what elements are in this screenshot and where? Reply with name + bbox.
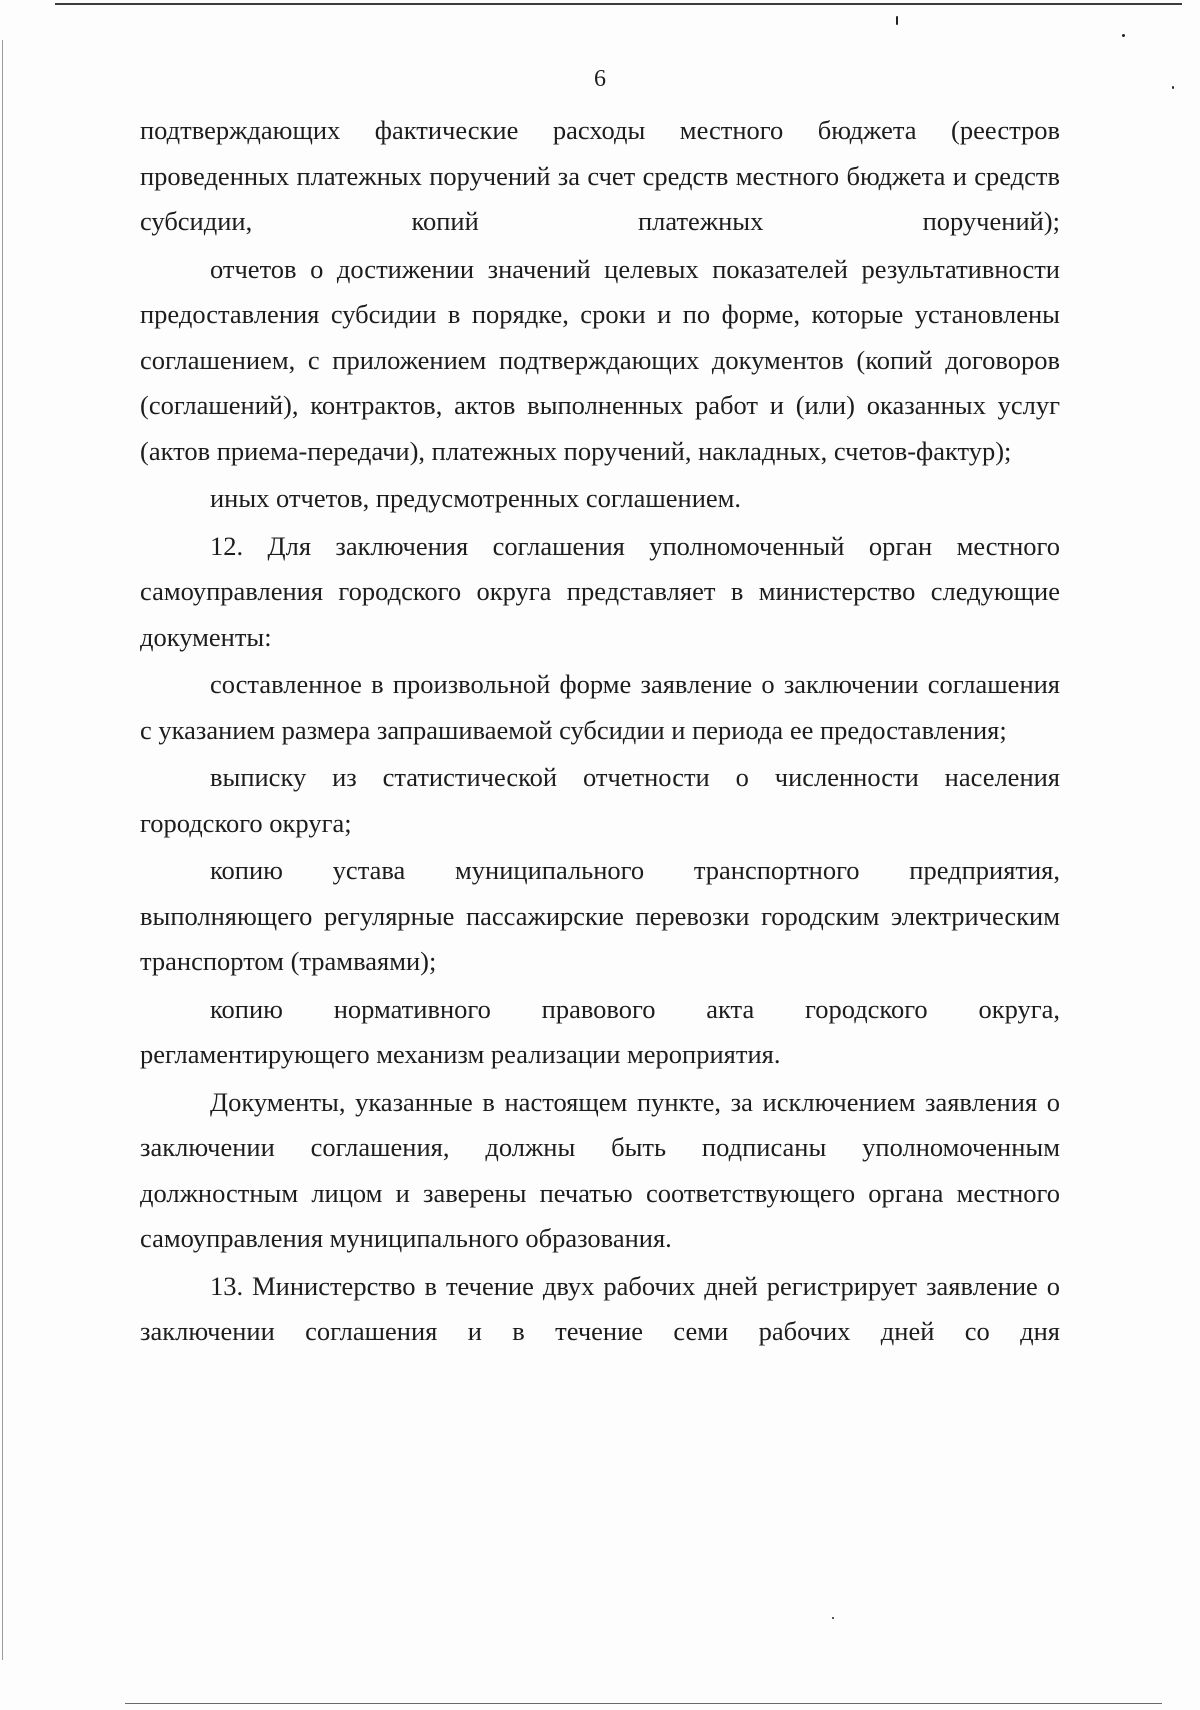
scan-top-border	[55, 3, 1182, 5]
page-number: 6	[594, 66, 606, 92]
paragraph-other-reports: иных отчетов, предусмотренных соглашением.	[210, 483, 742, 513]
scan-bottom-border	[125, 1703, 1162, 1704]
paragraph-item-12: 12. Для заключения соглашения уполномоченный орган местного самоуправления городского округа представляет в министерство следующие документы:	[140, 530, 1060, 652]
paragraph-performance-reports: отчетов о достижении значений целевых показателей результативности предоставления субсидии в порядке, сроки и по форме, которые установлены соглашением, с приложением подтверждающих документов (копий договоров (соглашений), контрактов, актов выполненных работ и (или) оказанных услуг (актов приема-передачи), платежных поручений, накладных, счетов-фактур);	[140, 253, 1060, 466]
scan-speck	[896, 16, 898, 25]
document-body	[140, 108, 1060, 1355]
paragraph-document-signing: Документы, указанные в настоящем пункте, за исключением заявления о заключении соглашения, должны быть подписаны уполномоченным должностным лицом и заверены печатью соответствующего органа местного самоуправления муниципального образования.	[140, 1086, 1060, 1253]
scan-speck	[832, 1617, 834, 1619]
scan-left-edge	[2, 40, 3, 1660]
paragraph-application: составленное в произвольной форме заявление о заключении соглашения с указанием размера запрашиваемой субсидии и периода ее предоставления;	[140, 669, 1060, 745]
paragraph-item-13: 13. Министерство в течение двух рабочих дней регистрирует заявление о заключении соглашения и в течение семи рабочих дней со дня	[140, 1270, 1060, 1346]
paragraph-regulatory-act: копию нормативного правового акта городского округа, регламентирующего механизм реализации мероприятия.	[140, 993, 1060, 1069]
paragraph-statistics-extract: выписку из статистической отчетности о численности населения городского округа;	[140, 762, 1060, 838]
scan-speck	[1122, 34, 1125, 37]
paragraph-expense-documents: подтверждающих фактические расходы местного бюджета (реестров проведенных платежных поручений за счет средств местного бюджета и средств субсидии, копий платежных поручений);	[140, 115, 1060, 236]
paragraph-charter-copy: копию устава муниципального транспортного предприятия, выполняющего регулярные пассажирские перевозки городским электрическим транспортом (трамваями);	[140, 855, 1060, 976]
